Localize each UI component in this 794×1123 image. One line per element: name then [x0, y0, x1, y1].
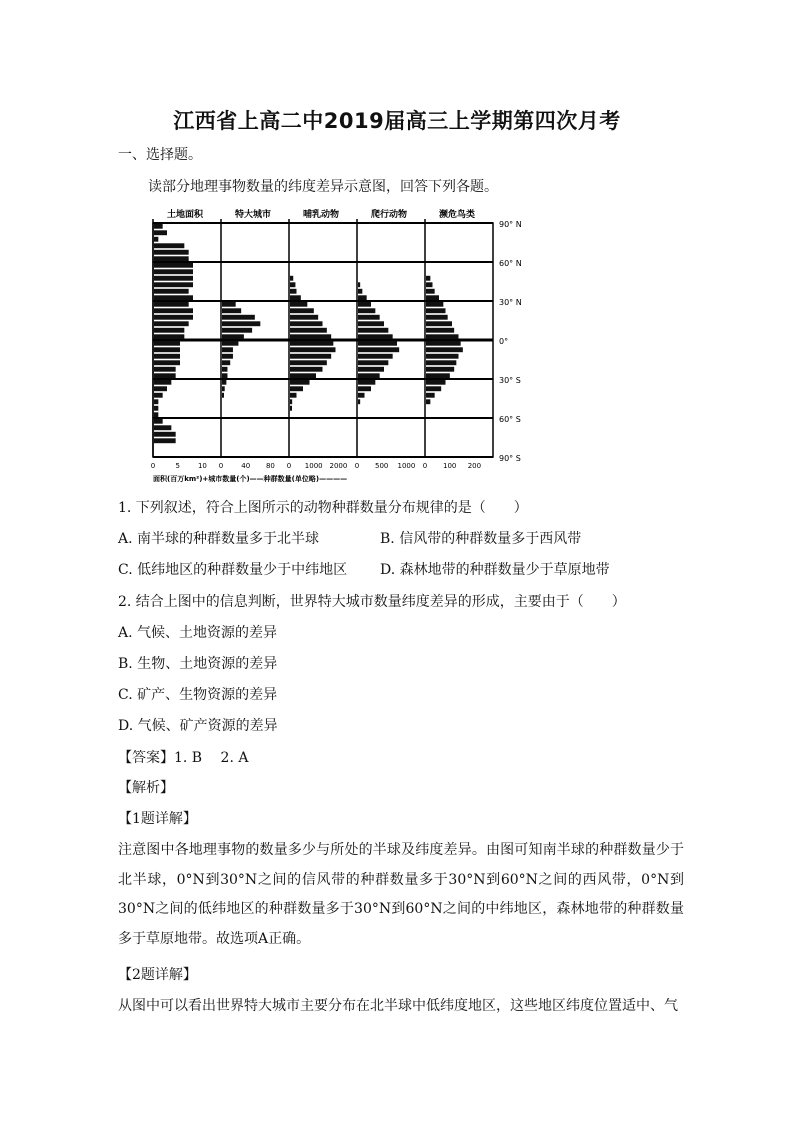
bar — [154, 380, 171, 385]
bar — [358, 360, 388, 365]
bar — [154, 302, 189, 307]
bar — [290, 302, 307, 307]
bar — [426, 328, 454, 333]
bar — [154, 367, 176, 372]
bar — [290, 328, 327, 333]
tick-label: 2000 — [329, 462, 348, 470]
latitude-label: 90° S — [499, 454, 521, 463]
bar — [154, 282, 193, 287]
latitude-label: 60° S — [499, 415, 521, 424]
bar — [358, 315, 380, 320]
bar — [358, 347, 399, 352]
latitude-label: 90° N — [499, 220, 522, 229]
bar — [426, 373, 450, 378]
bar — [426, 341, 461, 346]
bar — [154, 341, 180, 346]
q1-option-b: B. 信风带的种群数量多于西风带 — [380, 531, 582, 547]
bar — [358, 302, 371, 307]
bar — [426, 276, 430, 281]
question-1: 1. 下列叙述，符合上图所示的动物种群数量分布规律的是（ ） — [118, 500, 528, 516]
latitude-label: 30° N — [499, 298, 522, 307]
bar — [290, 367, 323, 372]
bar — [290, 406, 292, 411]
tick-label: 80 — [265, 462, 275, 470]
panel-title: 特大城市 — [234, 210, 272, 220]
bar — [154, 269, 193, 274]
bar — [154, 276, 193, 281]
bar — [426, 315, 448, 320]
tick-label: 1000 — [397, 462, 416, 470]
tick-label: 5 — [175, 462, 180, 470]
panel-title: 濒危鸟类 — [438, 210, 476, 220]
bar — [154, 347, 180, 352]
bar — [222, 328, 252, 333]
bar — [426, 289, 435, 294]
bar — [426, 380, 446, 385]
bar — [154, 386, 167, 391]
q2-option-d: D. 气候、矿产资源的差异 — [118, 718, 278, 734]
bar — [290, 334, 331, 339]
bar — [154, 393, 163, 398]
bar — [358, 321, 384, 326]
bar — [290, 289, 297, 294]
bar — [358, 308, 375, 313]
tick-label: 0 — [422, 462, 428, 470]
tick-label: 0 — [218, 462, 224, 470]
bar — [154, 321, 189, 326]
bar — [426, 347, 463, 352]
bar — [290, 282, 295, 287]
bar — [290, 341, 333, 346]
bar — [290, 276, 293, 281]
bar — [222, 354, 233, 359]
bar — [358, 386, 371, 391]
detail-1-heading: 【1题详解】 — [118, 811, 197, 827]
tick-label: 0 — [286, 462, 292, 470]
q1-option-c: C. 低纬地区的种群数量少于中纬地区 — [118, 562, 348, 578]
analysis-heading: 【解析】 — [118, 780, 174, 796]
detail-2-paragraph: 从图中可以看出世界特大城市主要分布在北半球中低纬度地区，这些地区纬度位置适中、气 — [118, 998, 678, 1014]
bar — [290, 360, 327, 365]
bar — [426, 302, 443, 307]
bar — [154, 308, 193, 313]
bar — [222, 341, 238, 346]
bar — [154, 412, 158, 417]
bar — [426, 308, 446, 313]
answer-line: 【答案】1. B 2. A — [118, 750, 249, 766]
bar — [154, 263, 193, 268]
tick-label: 0 — [150, 462, 156, 470]
bar — [358, 328, 388, 333]
bar — [154, 315, 193, 320]
q2-option-b: B. 生物、土地资源的差异 — [118, 656, 278, 672]
bar — [358, 399, 360, 404]
bar — [358, 354, 393, 359]
bar — [154, 373, 176, 378]
bar — [290, 354, 331, 359]
bar — [426, 393, 435, 398]
bar — [358, 282, 360, 287]
bar — [426, 295, 439, 300]
bar — [290, 393, 297, 398]
bar — [154, 438, 176, 443]
tick-label: 0 — [354, 462, 360, 470]
bar — [154, 250, 189, 255]
bar — [154, 425, 171, 430]
bar — [222, 315, 255, 320]
bar — [426, 360, 456, 365]
intro-text: 读部分地理事物数量的纬度差异示意图，回答下列各题。 — [148, 179, 498, 195]
panel-title: 哺乳动物 — [302, 210, 340, 220]
bar — [154, 399, 158, 404]
tick-label: 10 — [197, 462, 207, 470]
bar — [154, 334, 184, 339]
bar — [222, 386, 225, 391]
bar — [154, 289, 189, 294]
section-heading: 一、选择题。 — [118, 147, 202, 163]
bottom-unit-label: 面积(百万km²)+城市数量(个)——种群数量(单位略)———— — [153, 475, 348, 483]
bar — [154, 360, 180, 365]
bar — [222, 393, 224, 398]
bar — [290, 380, 310, 385]
detail-2-heading: 【2题详解】 — [118, 967, 197, 983]
panel-title: 土地面积 — [166, 210, 204, 220]
bar — [290, 399, 292, 404]
bar — [358, 289, 362, 294]
bar — [154, 432, 176, 437]
bar — [290, 347, 336, 352]
bar — [426, 334, 459, 339]
latitude-chart — [145, 205, 525, 483]
bar — [154, 256, 189, 261]
bar — [154, 224, 163, 229]
bar — [222, 321, 260, 326]
bar — [222, 360, 230, 365]
bar — [426, 386, 441, 391]
bar — [426, 367, 454, 372]
latitude-label: 0° — [499, 337, 509, 346]
bar — [358, 341, 397, 346]
bar — [290, 295, 301, 300]
bar — [222, 334, 244, 339]
bar — [426, 399, 430, 404]
q2-option-c: C. 矿产、生物资源的差异 — [118, 687, 278, 703]
bar — [154, 406, 158, 411]
tick-label: 40 — [241, 462, 251, 470]
bar — [154, 230, 167, 235]
q2-option-a: A. 气候、土地资源的差异 — [118, 625, 278, 641]
tick-label: 100 — [443, 462, 457, 470]
bar — [290, 308, 314, 313]
bar — [358, 373, 380, 378]
q1-option-d: D. 森林地带的种群数量少于草原地带 — [380, 562, 610, 578]
doc-title: 江西省上高二中2019届高三上学期第四次月考 — [173, 109, 621, 133]
bar — [154, 295, 193, 300]
bar — [154, 419, 163, 424]
question-2: 2. 结合上图中的信息判断，世界特大城市数量纬度差异的形成，主要由于（ ） — [118, 594, 626, 610]
detail-1-paragraph: 注意图中各地理事物的数量多少与所处的半球及纬度差异。由图可知南半球的种群数量少于北半球，0°N到30°N之间的信风带的种群数量多于30°N到60°N之间的西风带，0°N到30°N之间的低纬地区的种群数量多于30°N到60°N之间的中纬地区，森林地带的种群数量多于草原地带。故选项A正确。 — [118, 842, 684, 947]
bar — [290, 315, 318, 320]
latitude-label: 30° S — [499, 376, 521, 385]
bar — [154, 243, 184, 248]
bar — [222, 373, 227, 378]
bar — [154, 328, 184, 333]
bar — [222, 308, 241, 313]
tick-label: 500 — [375, 462, 389, 470]
bar — [154, 354, 180, 359]
tick-label: 200 — [467, 462, 482, 470]
q1-option-a: A. 南半球的种群数量多于北半球 — [118, 531, 320, 547]
latitude-label: 60° N — [499, 259, 522, 268]
panel-title: 爬行动物 — [370, 210, 408, 220]
bar — [290, 373, 316, 378]
bar — [290, 386, 303, 391]
bar — [290, 321, 323, 326]
bar — [154, 237, 158, 242]
bar — [358, 367, 384, 372]
bar — [222, 302, 236, 307]
bar — [358, 380, 375, 385]
bar — [358, 393, 365, 398]
bar — [222, 380, 226, 385]
bar — [358, 295, 367, 300]
bar — [426, 354, 459, 359]
bar — [222, 347, 233, 352]
bar — [426, 282, 433, 287]
tick-label: 1000 — [304, 462, 323, 470]
bar — [358, 334, 393, 339]
bar — [222, 367, 227, 372]
bar — [426, 321, 452, 326]
